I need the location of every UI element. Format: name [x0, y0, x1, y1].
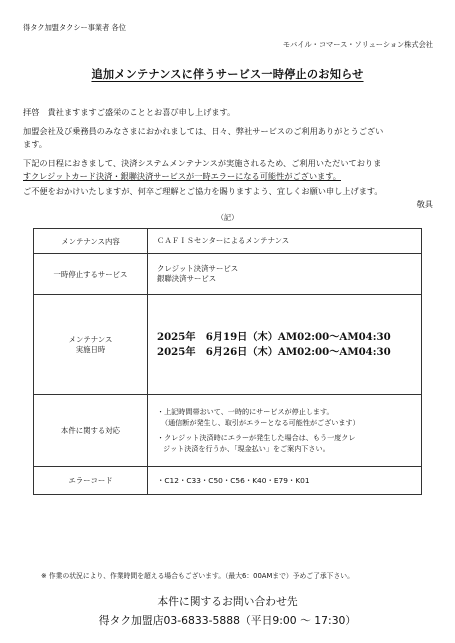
recipient-line: 得タク加盟タクシー事業者 各位: [23, 23, 126, 32]
body-line-greeting: 拝啓 貴社ますますご盛栄のこととお喜び申し上げます。: [23, 107, 236, 117]
ki-marker: （記）: [216, 213, 239, 222]
schedule-line: 2025年 6月26日（木）AM02:00〜AM04:30: [157, 345, 391, 358]
row-label-response: 本件に関する対応: [34, 395, 148, 467]
body-line-schedule: 下記の日程におきまして、決済システムメンテナンスが実施されるため、ご利用いただいておりま: [23, 158, 382, 168]
row-label-datetime: [34, 295, 148, 395]
closing-keigu: 敬具: [416, 199, 433, 209]
table-row: [34, 229, 422, 254]
row-label-error-code: エラーコード: [34, 467, 148, 495]
response-line: ・上記時間帯おいて、一時的にサービスが停止します。: [157, 407, 334, 416]
datetime-label-line: 実施日時: [75, 344, 106, 354]
row-value-response: [148, 395, 422, 467]
body-line-thanks-end: ます。: [23, 139, 47, 149]
maintenance-table: [33, 228, 422, 495]
document-title: 追加メンテナンスに伴うサービス一時停止のお知らせ: [91, 68, 364, 81]
row-label-content: メンテナンス内容: [34, 229, 148, 254]
service-line: 銀聯決済サービス: [157, 274, 217, 283]
row-value-error-code: [148, 467, 422, 495]
row-value-datetime: [148, 295, 422, 395]
response-line: ・クレジット決済時にエラーが発生した場合は、もう一度クレ: [157, 433, 356, 442]
row-label-services: 一時停止するサービス: [34, 254, 148, 295]
service-line: クレジット決済サービス: [157, 264, 239, 273]
body-line-apology: ご不便をおかけいたしますが、何卒ご理解とご協力を賜りますよう、宜しくお願い申し上げます。: [23, 186, 383, 196]
sender-company: モバイル・コマース・ソリューション株式会社: [282, 40, 433, 49]
table-row: [34, 467, 422, 495]
error-code-line: ・C12・C33・C50・C56・K40・E79・K01: [157, 475, 310, 485]
table-row: [34, 295, 422, 395]
schedule-line: 2025年 6月19日（木）AM02:00〜AM04:30: [157, 330, 391, 343]
work-note: ※ 作業の状況により、作業時間を超える場合もございます。（最大6：00AMまで）予めご了承下さい。: [41, 572, 354, 580]
row-value-content: [148, 229, 422, 254]
body-line-thanks: 加盟会社及び乗務員のみなさまにおかれましては、日々、弊社サービスのご利用ありがとうござい: [23, 126, 384, 136]
body-line-impact: すクレジットカード決済・銀聯決済サービスが一時エラーになる可能性がございます。: [23, 171, 341, 181]
response-line: ジット決済を行うか、「現金払い」をご案内下さい。: [163, 443, 330, 453]
table-row: [34, 395, 422, 467]
response-line: （通信断が発生し、取引がエラーとなる可能性がございます）: [161, 417, 360, 427]
table-row: [34, 254, 422, 295]
datetime-label-line: メンテナンス: [68, 334, 113, 344]
content-line: ＣＡＦＩＳセンターによるメンテナンス: [157, 236, 290, 245]
row-value-services: [148, 254, 422, 295]
contact-phone: 得タク加盟店03-6833-5888（平日9:00 ～ 17:30）: [98, 614, 357, 627]
contact-title: 本件に関するお問い合わせ先: [157, 595, 298, 608]
